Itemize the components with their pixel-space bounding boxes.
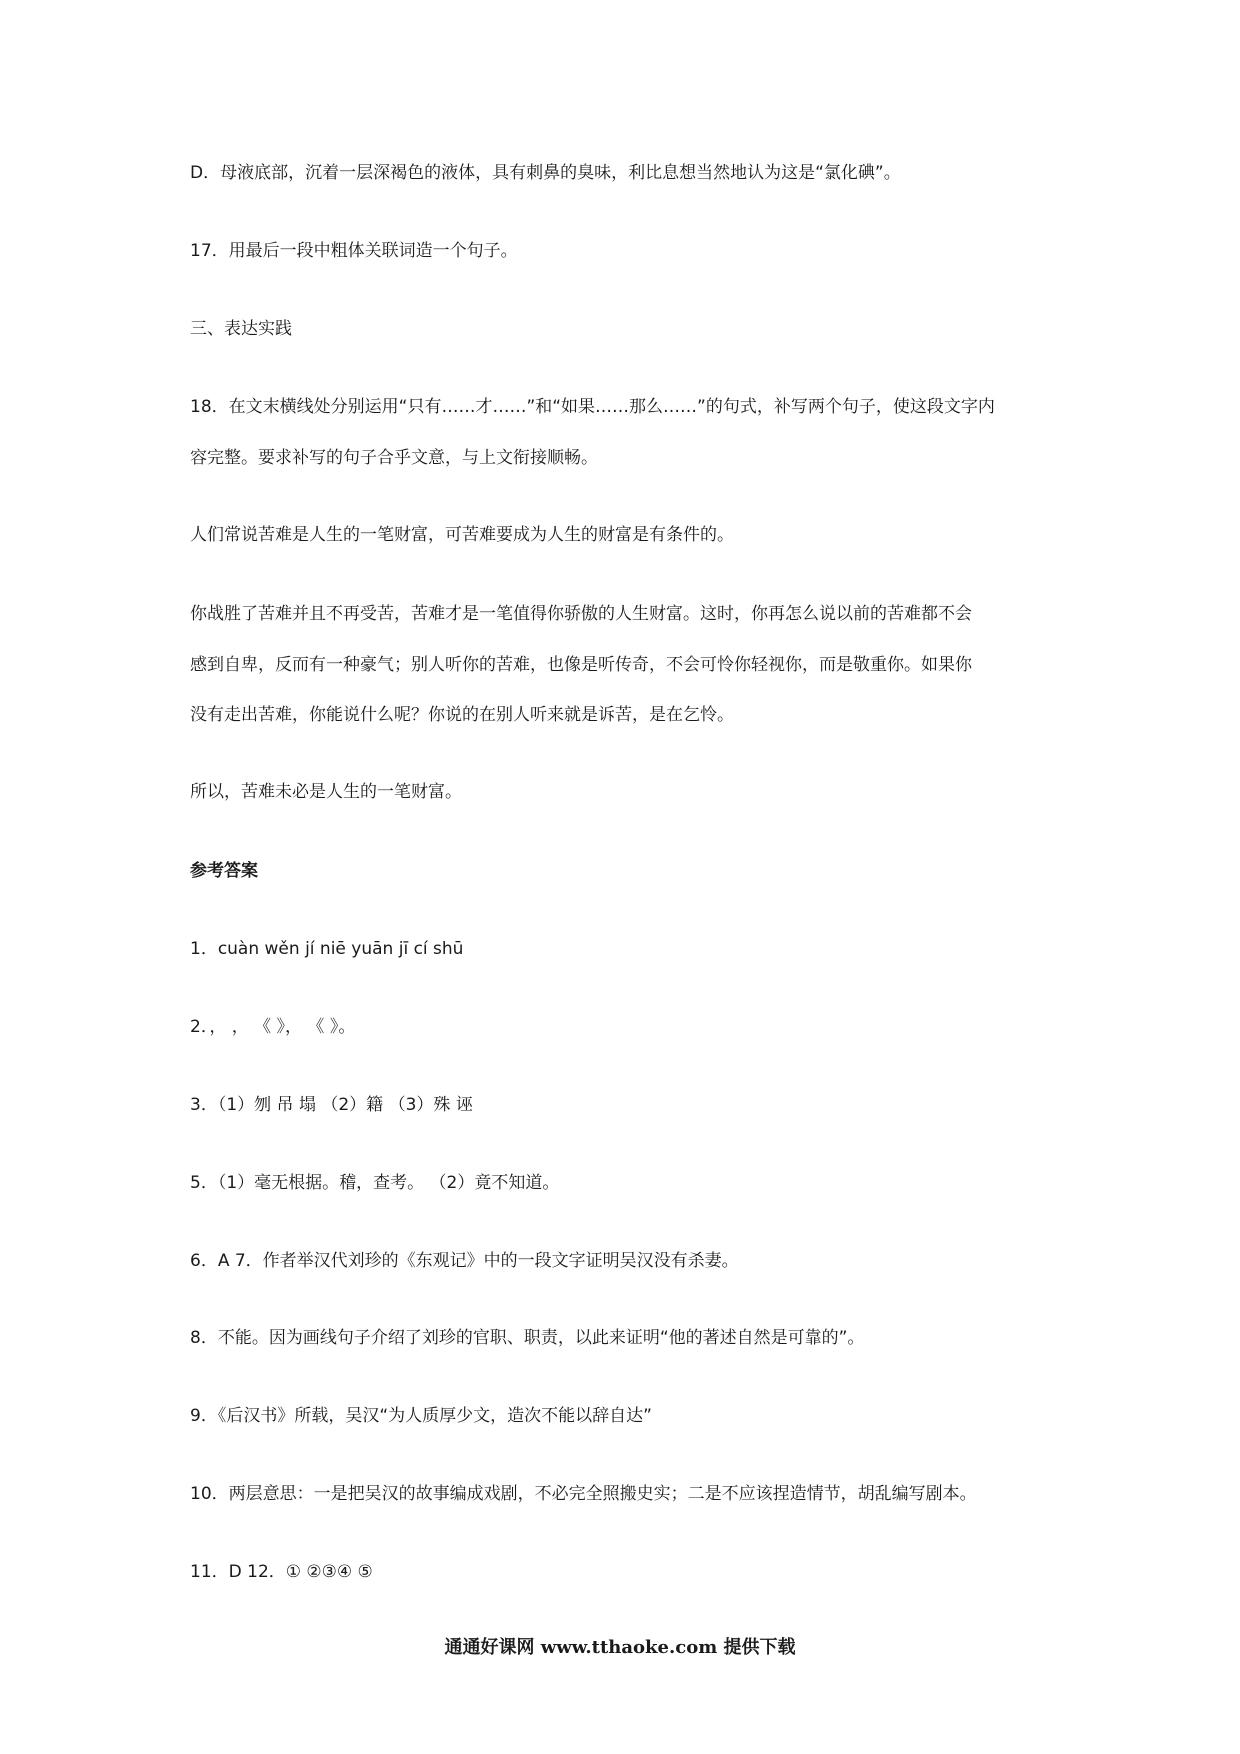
passage-paragraph-2-line-2: 感到自卑，反而有一种豪气；别人听你的苦难，也像是听传奇，不会可怜你轻视你，而是敬重你。如果你 — [190, 655, 972, 675]
question-18-line-1: 18．在文末横线处分别运用“只有……才……”和“如果……那么……”的句式，补写两个句子，使这段文字内 — [190, 397, 995, 417]
answer-9: 9．《后汉书》所载，吴汉“为人质厚少文，造次不能以辞自达” — [190, 1406, 652, 1426]
answer-6-7: 6．A 7．作者举汉代刘珍的《东观记》中的一段文字证明吴汉没有杀妻。 — [190, 1251, 739, 1271]
question-17: 17．用最后一段中粗体关联词造一个句子。 — [190, 241, 518, 261]
answer-5: 5．（1）毫无根据。稽，查考。 （2）竟不知道。 — [190, 1173, 560, 1193]
passage-paragraph-2-line-1: 你战胜了苦难并且不再受苦，苦难才是一笔值得你骄傲的人生财富。这时，你再怎么说以前的苦难都不会 — [190, 604, 972, 624]
question-16-option-d: D．母液底部，沉着一层深褐色的液体，具有刺鼻的臭味，利比息想当然地认为这是“氯化碘”。 — [190, 163, 901, 183]
passage-paragraph-3: 所以，苦难未必是人生的一笔财富。 — [190, 782, 462, 802]
section-3-title: 三、表达实践 — [190, 319, 292, 339]
passage-paragraph-1: 人们常说苦难是人生的一笔财富，可苦难要成为人生的财富是有条件的。 — [190, 525, 734, 545]
answers-heading: 参考答案 — [190, 861, 258, 881]
answer-8: 8．不能。因为画线句子介绍了刘珍的官职、职责，以此来证明“他的著述自然是可靠的”。 — [190, 1328, 865, 1348]
answer-2: 2．， ， 《 》， 《 》。 — [190, 1017, 356, 1037]
passage-paragraph-2-line-3: 没有走出苦难，你能说什么呢？你说的在别人听来就是诉苦，是在乞怜。 — [190, 705, 734, 725]
answer-3: 3．（1）刎 吊 塌 （2）籍 （3）殊 诬 — [190, 1095, 473, 1115]
page-footer: 通通好课网 www.tthaoke.com 提供下载 — [444, 1637, 796, 1658]
answer-11-12: 11．D 12．① ②③④ ⑤ — [190, 1562, 373, 1582]
answer-1: 1．cuàn wěn jí niē yuān jī cí shū — [190, 939, 464, 959]
answer-10: 10．两层意思：一是把吴汉的故事编成戏剧，不必完全照搬史实；二是不应该捏造情节，胡乱编写剧本。 — [190, 1484, 977, 1504]
question-18-line-2: 容完整。要求补写的句子合乎文意，与上文衔接顺畅。 — [190, 448, 598, 468]
